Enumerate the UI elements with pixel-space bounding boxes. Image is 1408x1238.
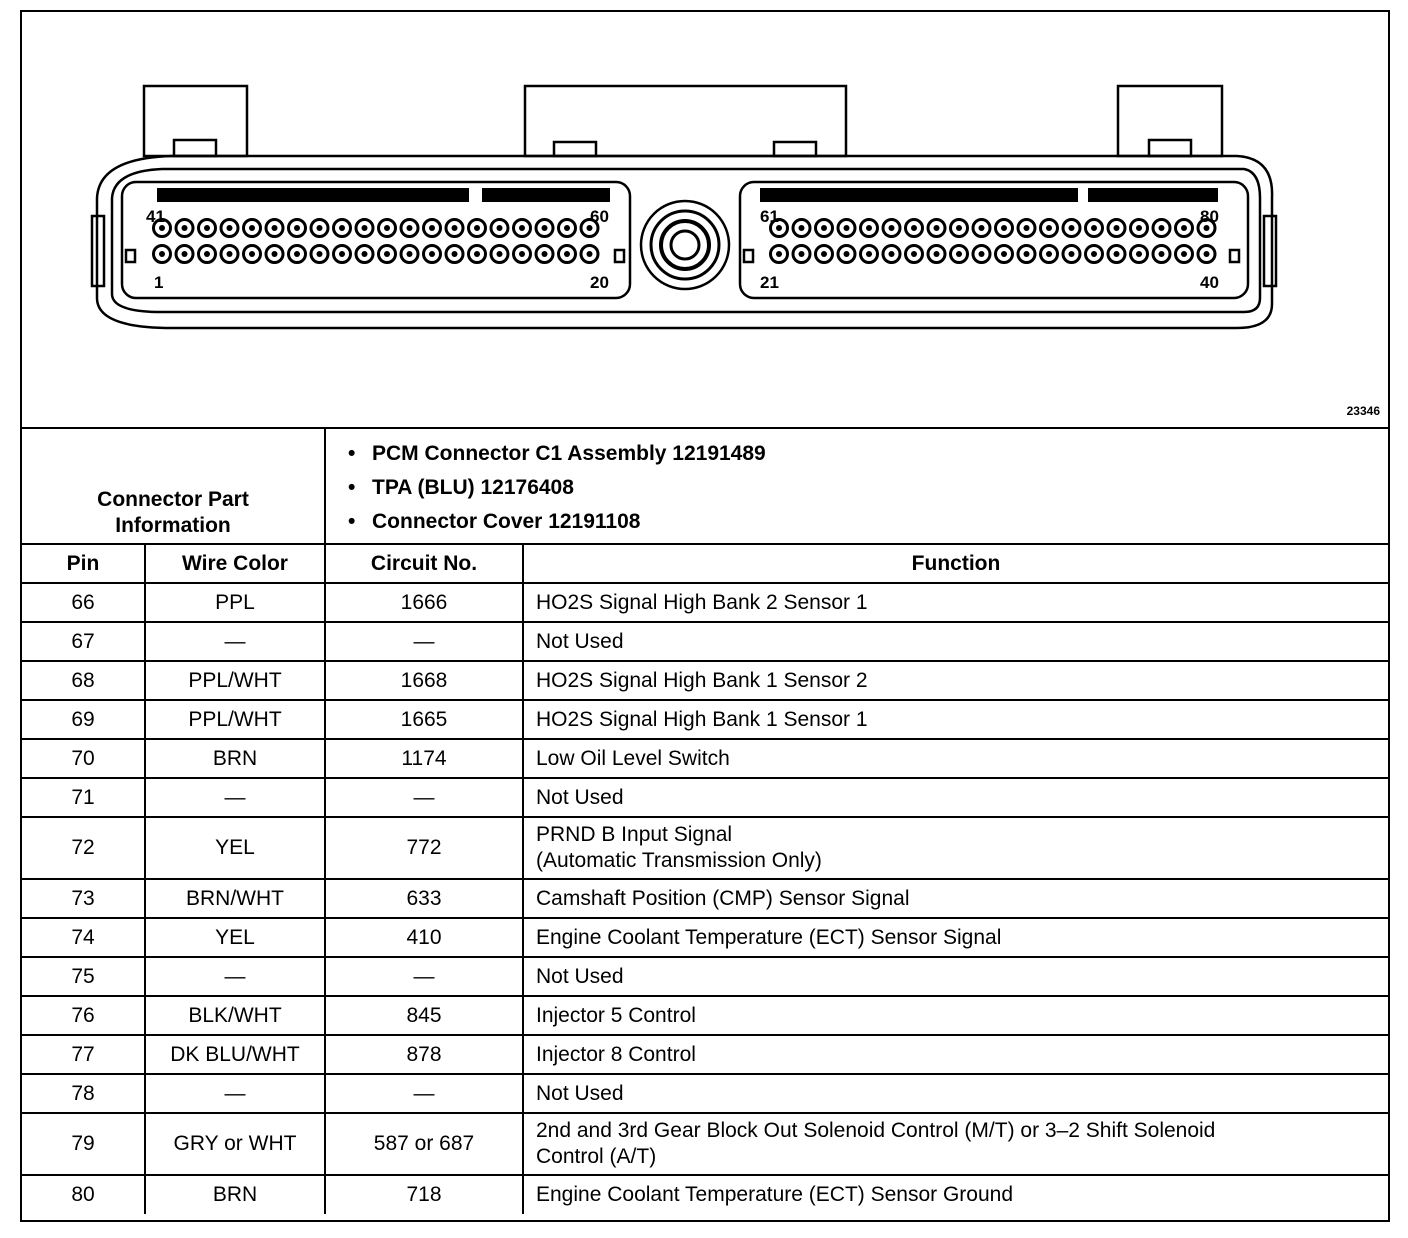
left-key-small — [126, 250, 135, 262]
right-key-left — [744, 250, 753, 262]
cell-circuit-no: 878 — [325, 1035, 523, 1074]
cell-pin: 79 — [22, 1113, 145, 1175]
cell-pin: 71 — [22, 778, 145, 817]
connector-info-row — [22, 429, 1388, 544]
pin-contact — [1001, 225, 1007, 231]
function-line: Camshaft Position (CMP) Sensor Signal — [536, 886, 910, 910]
pin-contact — [911, 251, 917, 257]
pin-contact — [519, 225, 525, 231]
pin-contact — [249, 225, 255, 231]
cell-function — [523, 918, 1388, 957]
pin-contact — [844, 251, 850, 257]
function-line: Engine Coolant Temperature (ECT) Sensor Ground — [536, 1183, 1014, 1206]
function-line: HO2S Signal High Bank 2 Sensor 1 — [536, 590, 868, 614]
cell-pin: 66 — [22, 583, 145, 622]
connector-info-label — [22, 429, 325, 544]
cell-pin: 75 — [22, 957, 145, 996]
pin-contact — [799, 225, 805, 231]
table-row — [22, 661, 1388, 700]
pin-contact — [182, 225, 188, 231]
pin-contact — [564, 251, 570, 257]
cell-circuit-no: 772 — [325, 817, 523, 879]
pin-contact — [844, 225, 850, 231]
cell-wire-color: — — [145, 957, 325, 996]
pin-contact — [564, 225, 570, 231]
cell-function — [523, 957, 1388, 996]
function-line: Not Used — [536, 1081, 624, 1105]
cell-function — [523, 996, 1388, 1035]
table-row — [22, 918, 1388, 957]
cell-pin: 76 — [22, 996, 145, 1035]
cell-function — [523, 700, 1388, 739]
pin-contact — [1136, 251, 1142, 257]
function-line-continued: Control (A/T) — [536, 1145, 657, 1168]
pin-contact — [979, 225, 985, 231]
table-row — [22, 957, 1388, 996]
cell-pin: 80 — [22, 1175, 145, 1214]
table-row — [22, 1113, 1388, 1175]
cell-pin: 67 — [22, 622, 145, 661]
pin-contact — [294, 251, 300, 257]
table-row — [22, 1074, 1388, 1113]
left-latch — [144, 86, 247, 156]
pin-contact — [227, 225, 233, 231]
pin-contact — [452, 225, 458, 231]
cell-circuit-no: 410 — [325, 918, 523, 957]
cell-circuit-no: — — [325, 622, 523, 661]
cell-function — [523, 1175, 1388, 1214]
pin-contact — [497, 251, 503, 257]
pin-contact — [1136, 225, 1142, 231]
pin-contact — [204, 251, 210, 257]
cell-circuit-no: — — [325, 778, 523, 817]
cell-pin: 78 — [22, 1074, 145, 1113]
cell-circuit-no: — — [325, 957, 523, 996]
pin-contact — [956, 225, 962, 231]
cell-wire-color: PPL — [145, 583, 325, 622]
function-line: HO2S Signal High Bank 1 Sensor 1 — [536, 707, 868, 731]
cell-circuit-no: 1665 — [325, 700, 523, 739]
header-wire-color: Wire Color — [145, 544, 325, 583]
pin-label-20: 20 — [590, 273, 609, 292]
cell-pin: 69 — [22, 700, 145, 739]
cell-wire-color: BRN — [145, 739, 325, 778]
center-latch-tab-left — [554, 142, 596, 156]
pin-contact — [182, 251, 188, 257]
cell-wire-color: BRN — [145, 1175, 325, 1214]
header-row — [22, 544, 1388, 583]
right-latch — [1118, 86, 1222, 156]
cell-circuit-no: 633 — [325, 879, 523, 918]
pin-contact — [587, 251, 593, 257]
table-row — [22, 879, 1388, 918]
connector-info-label-line2: Information — [115, 514, 231, 537]
table-row — [22, 622, 1388, 661]
cell-wire-color: BLK/WHT — [145, 996, 325, 1035]
table-row — [22, 1175, 1388, 1214]
pin-contact — [1024, 251, 1030, 257]
pin-contact — [362, 225, 368, 231]
table-row — [22, 996, 1388, 1035]
connector-info-item: • Connector Cover 12191108 — [372, 505, 1376, 539]
pin-label-21: 21 — [760, 273, 779, 292]
pin-contact — [339, 225, 345, 231]
header-pin: Pin — [22, 544, 145, 583]
pin-contact — [934, 225, 940, 231]
function-line: Not Used — [536, 629, 624, 653]
pin-contact — [542, 225, 548, 231]
cell-function — [523, 817, 1388, 879]
pin-contact — [979, 251, 985, 257]
pin-contact — [339, 251, 345, 257]
pin-contact — [294, 225, 300, 231]
cell-function — [523, 1074, 1388, 1113]
pin-contact — [272, 251, 278, 257]
pin-contact — [317, 225, 323, 231]
pin-contact — [1091, 251, 1097, 257]
pin-table — [22, 429, 1388, 1214]
table-row — [22, 778, 1388, 817]
pin-contact — [911, 225, 917, 231]
pin-contact — [362, 251, 368, 257]
pin-contact — [249, 251, 255, 257]
pin-rows — [22, 583, 1388, 1214]
pin-contact — [497, 225, 503, 231]
pin-contact — [934, 251, 940, 257]
pin-contact — [1114, 225, 1120, 231]
table-row — [22, 1035, 1388, 1074]
cell-pin: 72 — [22, 817, 145, 879]
pin-contact — [407, 251, 413, 257]
cell-circuit-no: 718 — [325, 1175, 523, 1214]
function-line: PRND B Input Signal — [536, 823, 733, 846]
connector-info-list — [344, 429, 1376, 543]
cell-wire-color: — — [145, 622, 325, 661]
table-row — [22, 583, 1388, 622]
pin-contact — [821, 225, 827, 231]
cell-wire-color: YEL — [145, 817, 325, 879]
cell-circuit-no: 1668 — [325, 661, 523, 700]
left-latch-tab — [174, 140, 216, 156]
pin-label-80: 80 — [1200, 207, 1219, 226]
left-key-right — [615, 250, 624, 262]
pin-contact — [272, 225, 278, 231]
center-bolt-core — [671, 231, 699, 259]
left-bar-a — [157, 188, 469, 202]
cell-wire-color: — — [145, 778, 325, 817]
pin-contact — [227, 251, 233, 257]
function-line: Not Used — [536, 964, 624, 988]
connector-diagram-panel — [22, 12, 1388, 429]
pin-contact — [866, 251, 872, 257]
pin-contact — [821, 251, 827, 257]
connector-info-item: • TPA (BLU) 12176408 — [372, 471, 1376, 505]
table-row — [22, 700, 1388, 739]
cell-wire-color: PPL/WHT — [145, 700, 325, 739]
cell-wire-color: GRY or WHT — [145, 1113, 325, 1175]
pin-contact — [159, 251, 165, 257]
function-line: Injector 5 Control — [536, 1003, 696, 1027]
pin-contact — [776, 251, 782, 257]
cell-function — [523, 661, 1388, 700]
cell-pin: 77 — [22, 1035, 145, 1074]
cell-wire-color: YEL — [145, 918, 325, 957]
center-latch-tab-right — [774, 142, 816, 156]
pin-contact — [1159, 251, 1165, 257]
function-line: Engine Coolant Temperature (ECT) Sensor Signal — [536, 925, 1002, 949]
pin-label-1: 1 — [154, 273, 164, 292]
pin-contact — [1046, 251, 1052, 257]
cell-wire-color: DK BLU/WHT — [145, 1035, 325, 1074]
header-circuit-no: Circuit No. — [325, 544, 523, 583]
pin-contact — [956, 251, 962, 257]
cell-function — [523, 583, 1388, 622]
center-bolt-inner — [661, 221, 709, 269]
right-bar-a — [760, 188, 1078, 202]
pin-contact — [1069, 225, 1075, 231]
cell-circuit-no: 587 or 687 — [325, 1113, 523, 1175]
pin-contact — [1181, 251, 1187, 257]
connector-info-label-line1: Connector Part — [97, 488, 249, 511]
cell-function — [523, 739, 1388, 778]
pin-contact — [384, 225, 390, 231]
right-bar-b — [1088, 188, 1218, 202]
pin-contact — [429, 225, 435, 231]
function-line: 2nd and 3rd Gear Block Out Solenoid Control (M/T) or 3–2 Shift Solenoid — [536, 1119, 1216, 1142]
pin-label-61: 61 — [760, 207, 779, 226]
connector-info-cell — [325, 429, 1388, 544]
right-clip — [1264, 216, 1276, 286]
cell-circuit-no: 845 — [325, 996, 523, 1035]
cell-function — [523, 1035, 1388, 1074]
header-function: Function — [523, 544, 1388, 583]
pin-contact — [1091, 225, 1097, 231]
pin-label-40: 40 — [1200, 273, 1219, 292]
pin-contact — [1159, 225, 1165, 231]
pin-contact — [474, 225, 480, 231]
pin-contact — [1204, 251, 1210, 257]
cell-pin: 74 — [22, 918, 145, 957]
pin-contact — [429, 251, 435, 257]
pin-contact — [474, 251, 480, 257]
cell-pin: 73 — [22, 879, 145, 918]
table-row — [22, 817, 1388, 879]
function-line: Injector 8 Control — [536, 1042, 696, 1066]
pin-contact — [204, 225, 210, 231]
pin-contact — [317, 251, 323, 257]
pin-contact — [889, 251, 895, 257]
cell-circuit-no: 1666 — [325, 583, 523, 622]
cell-wire-color: PPL/WHT — [145, 661, 325, 700]
cell-circuit-no: 1174 — [325, 739, 523, 778]
pin-array — [154, 220, 1216, 263]
cell-function — [523, 778, 1388, 817]
table-row — [22, 739, 1388, 778]
function-line: Low Oil Level Switch — [536, 746, 730, 770]
pin-contact — [1114, 251, 1120, 257]
pin-contact — [519, 251, 525, 257]
pin-contact — [407, 225, 413, 231]
figure-id: 23346 — [1346, 404, 1380, 418]
cell-wire-color: BRN/WHT — [145, 879, 325, 918]
connector-diagram — [22, 12, 1388, 429]
pin-contact — [799, 251, 805, 257]
pin-contact — [1001, 251, 1007, 257]
center-latch — [525, 86, 846, 156]
pin-contact — [452, 251, 458, 257]
cell-function — [523, 622, 1388, 661]
right-key-right — [1230, 250, 1239, 262]
function-line: Not Used — [536, 785, 624, 809]
pin-contact — [542, 251, 548, 257]
pin-contact — [1069, 251, 1075, 257]
cell-function — [523, 879, 1388, 918]
pin-label-60: 60 — [590, 207, 609, 226]
left-bar-b — [482, 188, 610, 202]
connector-info-item: • PCM Connector C1 Assembly 12191489 — [372, 437, 1376, 471]
pin-contact — [889, 225, 895, 231]
pin-contact — [1046, 225, 1052, 231]
cell-function — [523, 1113, 1388, 1175]
page-frame — [20, 10, 1390, 1222]
pin-contact — [1181, 225, 1187, 231]
cell-pin: 68 — [22, 661, 145, 700]
cell-wire-color: — — [145, 1074, 325, 1113]
pin-contact — [1024, 225, 1030, 231]
function-line-continued: (Automatic Transmission Only) — [536, 849, 822, 872]
pin-contact — [384, 251, 390, 257]
function-line: HO2S Signal High Bank 1 Sensor 2 — [536, 668, 868, 692]
cell-circuit-no: — — [325, 1074, 523, 1113]
pin-contact — [866, 225, 872, 231]
cell-pin: 70 — [22, 739, 145, 778]
pin-label-41: 41 — [146, 207, 165, 226]
right-latch-tab — [1149, 140, 1191, 156]
center-bolt-outer — [641, 201, 729, 289]
